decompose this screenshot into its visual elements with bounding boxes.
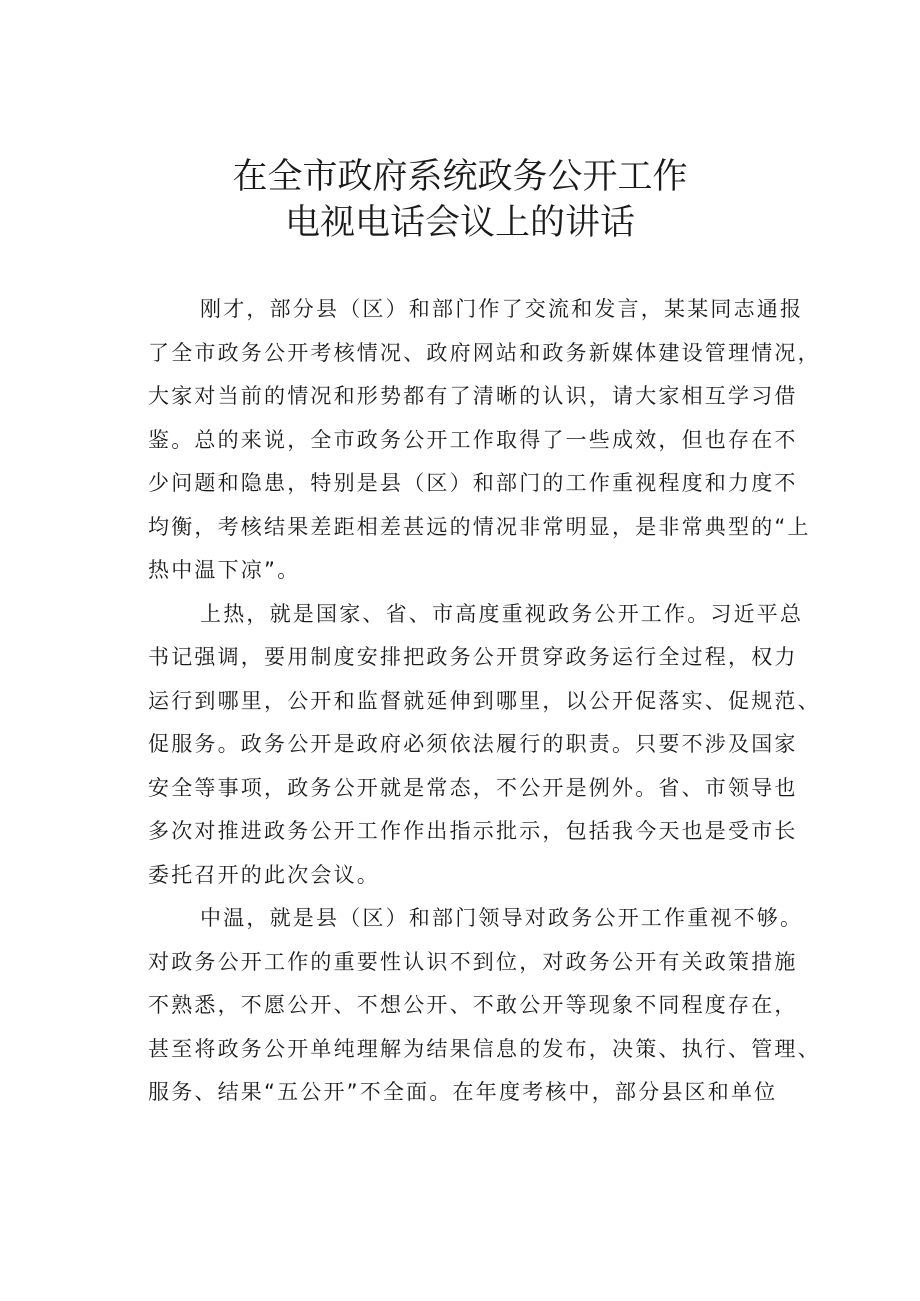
document-title [0,154,920,246]
paragraph-1-line: 均衡，考核结果差距相差甚远的情况非常明显，是非常典型的“上 [148,514,811,539]
title-line-1: 在全市政府系统政务公开工作 [232,157,688,197]
paragraph-2-line: 多次对推进政务公开工作作出指示批示，包括我今天也是受市长 [148,819,798,843]
paragraph-3-line: 甚至将政务公开单纯理解为结果信息的发布，决策、执行、管理、 [148,1036,821,1061]
paragraph-2-line: 上热，就是国家、省、市高度重视政务公开工作。习近平总 [200,601,804,626]
paragraph-2-line: 促服务。政务公开是政府必须依法履行的职责。只要不涉及国家 [148,732,798,756]
paragraph-2-line: 安全等事项，政务公开就是常态，不公开是例外。省、市领导也 [148,775,798,800]
paragraph-3-line: 中温，就是县（区）和部门领导对政务公开工作重视不够。 [200,906,804,930]
paragraph-2-line: 书记强调，要用制度安排把政务公开贯穿政务运行全过程，权力 [148,645,798,669]
paragraph-3-line: 不熟悉，不愿公开、不想公开、不敢公开等现象不同程度存在， [148,993,798,1017]
paragraph-1-line: 热中温下凉”。 [148,558,301,582]
paragraph-1-line: 少问题和隐患，特别是县（区）和部门的工作重视程度和力度不 [148,471,798,495]
paragraph-1-line: 刚才，部分县（区）和部门作了交流和发言，某某同志通报 [200,297,804,321]
paragraph-3-line: 服务、结果“五公开”不全面。在年度考核中，部分县区和单位 [148,1080,778,1104]
paragraph-1-line: 了全市政务公开考核情况、政府网站和政务新媒体建设管理情况， [148,340,821,365]
document-body [148,288,821,1115]
title-line-2: 电视电话会议上的讲话 [284,203,635,243]
paragraph-1-line: 大家对当前的情况和形势都有了清晰的认识，请大家相互学习借 [148,384,798,408]
paragraph-1-line: 鉴。总的来说，全市政务公开工作取得了一些成效，但也存在不 [148,427,798,452]
paragraph-2-line: 运行到哪里，公开和监督就延伸到哪里，以公开促落实、促规范、 [148,688,821,713]
paragraph-3-line: 对政务公开工作的重要性认识不到位，对政务公开有关政策措施 [148,949,798,974]
paragraph-2-line: 委托召开的此次会议。 [148,862,380,887]
